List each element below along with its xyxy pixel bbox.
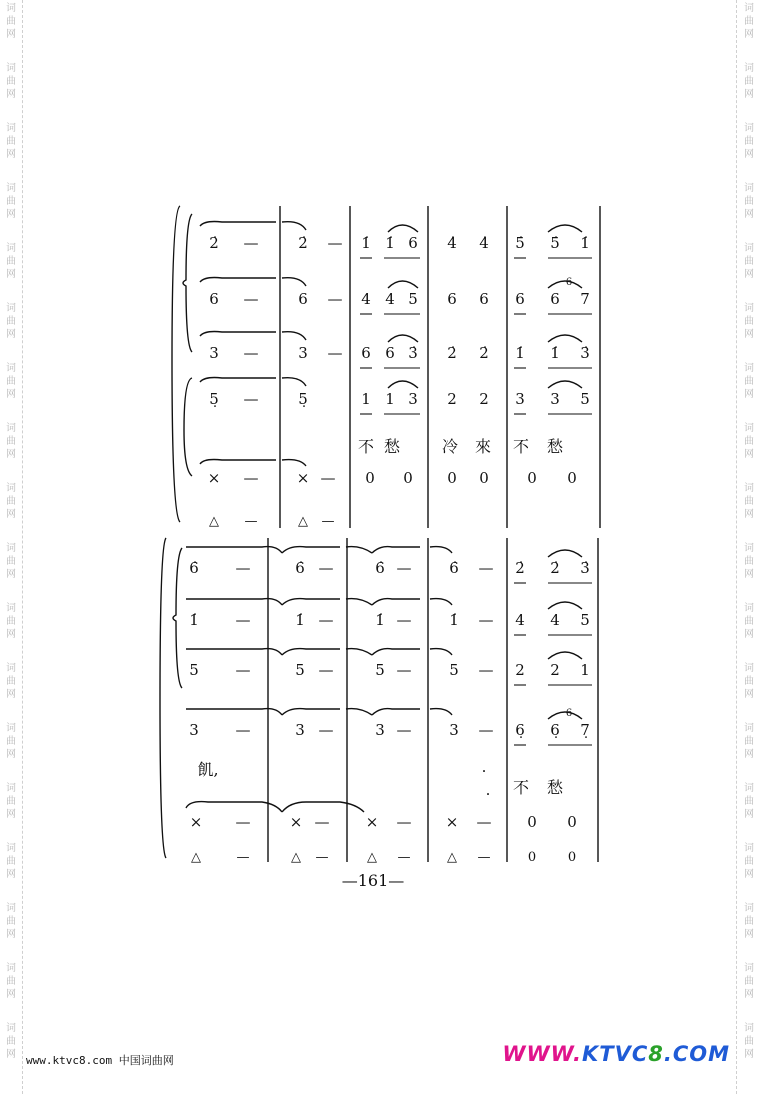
tie — [282, 332, 306, 340]
score-note: 3 — [189, 721, 199, 739]
score-lines — [160, 206, 600, 862]
percussion-note: 0 — [527, 469, 537, 487]
score-note: — — [318, 611, 334, 629]
triangle-note: △ — [447, 850, 457, 865]
score-note: — — [318, 661, 334, 679]
percussion-note: × — [189, 813, 203, 831]
score-note: — — [396, 721, 412, 739]
percussion-note: × — [207, 469, 221, 487]
score-note: 4 — [361, 290, 371, 308]
tie — [282, 222, 306, 230]
watermark-text: 词 曲 网 — [744, 963, 754, 1000]
score-note: 6̇ — [189, 559, 199, 577]
score-dot: . — [481, 758, 487, 776]
score-note: 3̇ — [580, 559, 590, 577]
watermark-text: 词 曲 网 — [744, 723, 754, 760]
score-note: 6 — [479, 290, 489, 308]
score-note: 5 — [189, 661, 199, 679]
score-note: 5 — [408, 290, 418, 308]
score-note: 2̇ — [515, 559, 525, 577]
tie — [346, 709, 372, 715]
score-note: 6 — [361, 344, 371, 362]
score-note: — — [327, 344, 343, 362]
watermark-text: 词 曲 网 — [6, 963, 16, 1000]
score-note: 6 — [298, 290, 308, 308]
tie — [282, 460, 306, 466]
triangle-note: 0 — [527, 850, 537, 865]
score-note: 6 — [515, 290, 525, 308]
score-note: 3̇ — [580, 344, 590, 362]
score-note: 3 — [295, 721, 305, 739]
score-note: 3 — [298, 344, 308, 362]
percussion-note: 0 — [403, 469, 413, 487]
slur — [548, 381, 582, 388]
slur — [548, 652, 582, 659]
watermark-text: 词 曲 网 — [6, 843, 16, 880]
score-note: 6 — [550, 290, 560, 308]
watermark-text: 词 曲 网 — [6, 663, 16, 700]
score-note: 4̇ — [447, 234, 457, 252]
tuplet-number: 6 — [565, 708, 573, 719]
score-note: 1̇ — [580, 234, 590, 252]
percussion-note: 0 — [527, 813, 537, 831]
tie — [282, 709, 340, 715]
score-note: — — [243, 390, 259, 408]
watermark-text: 词 曲 网 — [744, 303, 754, 340]
score-note: 6̇ — [375, 559, 385, 577]
score-note: 3 — [375, 721, 385, 739]
watermark-text: 词 曲 网 — [6, 423, 16, 460]
watermark-text: 词 曲 网 — [6, 243, 16, 280]
score-note: 2̇ — [550, 559, 560, 577]
score-note: 5 — [580, 390, 590, 408]
watermark-text: 词 曲 网 — [744, 783, 754, 820]
score-note: 2 — [479, 390, 489, 408]
triangle-note: △ — [191, 850, 201, 865]
score-note: 3 — [449, 721, 459, 739]
score-note: 6 — [209, 290, 219, 308]
slur — [548, 335, 582, 342]
score-note: — — [243, 344, 259, 362]
score-note: 1̇ — [295, 611, 305, 629]
triangle-note: △ — [298, 514, 308, 529]
score-note: 4̇ — [479, 234, 489, 252]
percussion-note: — — [320, 469, 336, 487]
watermark-text: 词 曲 网 — [6, 183, 16, 220]
score-note: 6 — [447, 290, 457, 308]
slur — [548, 225, 582, 232]
tie — [200, 222, 276, 227]
tie — [200, 332, 276, 337]
lyric-text: 不 — [512, 778, 530, 797]
score-note: — — [396, 661, 412, 679]
slur — [548, 602, 582, 609]
slur — [388, 335, 418, 342]
score-note: 6̣ — [550, 721, 560, 739]
score-note: 2̇ — [447, 344, 457, 362]
tie — [282, 378, 306, 386]
watermark-text: 词 曲 网 — [6, 123, 16, 160]
tie — [200, 460, 276, 465]
percussion-note: — — [314, 813, 330, 831]
score-note: 3̇ — [408, 344, 418, 362]
score-note: — — [243, 290, 259, 308]
watermark-text: 词 曲 网 — [744, 183, 754, 220]
score-note: 6̣ — [515, 721, 525, 739]
system-bracket — [172, 206, 180, 522]
lyric-text: 不 — [512, 437, 530, 456]
triangle-note: — — [477, 850, 491, 865]
watermark-text: 词 曲 网 — [744, 3, 754, 40]
score-note: 2 — [515, 661, 525, 679]
score-note: 3 — [515, 390, 525, 408]
tie — [200, 378, 276, 383]
tie — [372, 599, 420, 605]
percussion-note: × — [296, 469, 310, 487]
footer-site-url[interactable]: www.ktvc8.com 中国词曲网 — [26, 1054, 174, 1067]
score-note: 3 — [408, 390, 418, 408]
percussion-note: — — [243, 469, 259, 487]
triangle-note: — — [397, 850, 411, 865]
watermark-text: 词 曲 网 — [6, 303, 16, 340]
watermark-text: 词 曲 网 — [6, 63, 16, 100]
score-note: — — [396, 559, 412, 577]
watermark-text: 词 曲 网 — [744, 843, 754, 880]
lyric-text: 愁 — [383, 437, 401, 456]
watermark-text: 词 曲 网 — [744, 243, 754, 280]
score-note: — — [235, 661, 251, 679]
system-brace — [173, 548, 182, 688]
percussion-note: × — [365, 813, 379, 831]
tie — [430, 547, 452, 553]
footer-brand-logo[interactable] — [502, 1042, 730, 1066]
watermark-text: 词 曲 网 — [6, 903, 16, 940]
score-note: — — [235, 559, 251, 577]
lyric-text: 不 — [357, 437, 375, 456]
watermark-text: 词 曲 网 — [744, 123, 754, 160]
watermark-text: 词 曲 网 — [744, 543, 754, 580]
tie — [430, 709, 452, 715]
score-note: 5̇ — [550, 234, 560, 252]
score-note: 1̇ — [550, 344, 560, 362]
score-dot: . — [485, 781, 491, 799]
lyric-text: 來 — [474, 437, 492, 456]
score-note: 7̣ — [580, 721, 590, 739]
score-note: 2̇ — [298, 234, 308, 252]
triangle-note: △ — [367, 850, 377, 865]
watermark-text: 词 曲 网 — [6, 723, 16, 760]
triangle-note: — — [315, 850, 329, 865]
score-note: 1 — [361, 390, 371, 408]
score-note: 1̇ — [515, 344, 525, 362]
score-note: 2̇ — [209, 234, 219, 252]
tie — [282, 278, 306, 286]
tie — [346, 599, 372, 605]
watermark-text: 词 曲 网 — [744, 483, 754, 520]
slur — [388, 381, 418, 388]
score-note: 5 — [449, 661, 459, 679]
brand-part-8: 8 — [648, 1042, 664, 1066]
watermark-text: 词 曲 网 — [6, 603, 16, 640]
tie — [430, 599, 452, 605]
tie — [372, 649, 420, 655]
lyric-text: 冷 — [441, 437, 459, 456]
score-note: 1̇ — [189, 611, 199, 629]
score-note: 1 — [580, 661, 590, 679]
score-note: — — [327, 234, 343, 252]
system-brace — [183, 214, 192, 352]
score-note: 5̣ — [298, 390, 308, 408]
percussion-note: — — [476, 813, 492, 831]
watermark-text: 词 曲 网 — [744, 63, 754, 100]
score-note: 1̇ — [375, 611, 385, 629]
tie — [282, 547, 340, 553]
triangle-note: △ — [209, 514, 219, 529]
percussion-note: 0 — [447, 469, 457, 487]
triangle-note: — — [236, 850, 250, 865]
percussion-note: 0 — [567, 469, 577, 487]
percussion-note: × — [289, 813, 303, 831]
tie — [430, 649, 452, 655]
score-note: — — [235, 721, 251, 739]
score-note: 1̇ — [449, 611, 459, 629]
watermark-text: 词 曲 网 — [744, 603, 754, 640]
score-note: 5 — [295, 661, 305, 679]
lyric-text: 飢, — [197, 760, 219, 779]
brand-part-com: .COM — [663, 1042, 730, 1066]
watermark-text: 词 曲 网 — [6, 3, 16, 40]
score-note: 6̇ — [449, 559, 459, 577]
watermark-text: 词 曲 网 — [744, 903, 754, 940]
score-note: 5 — [375, 661, 385, 679]
score-note: 3 — [209, 344, 219, 362]
brand-part-ktvc: KTVC — [581, 1042, 649, 1066]
score-note: 6 — [385, 344, 395, 362]
score-note: — — [327, 290, 343, 308]
score-note: — — [396, 611, 412, 629]
watermark-text: 词 曲 网 — [744, 363, 754, 400]
score-note: 1̇ — [361, 234, 371, 252]
score-note: 3 — [550, 390, 560, 408]
score-note: 5̣ — [209, 390, 219, 408]
percussion-note: — — [396, 813, 412, 831]
score-note: 7 — [580, 290, 590, 308]
tie — [200, 278, 276, 283]
triangle-note: — — [321, 514, 335, 529]
score-note: — — [478, 721, 494, 739]
triangle-note: 0 — [567, 850, 577, 865]
percussion-note: 0 — [479, 469, 489, 487]
brand-part-www: WWW. — [502, 1042, 582, 1066]
tie — [346, 547, 372, 553]
tie — [282, 649, 340, 655]
slur — [548, 550, 582, 557]
percussion-note: × — [445, 813, 459, 831]
tie — [282, 599, 340, 605]
score-note: 6 — [408, 234, 418, 252]
watermark-text: 词 曲 网 — [6, 543, 16, 580]
score-note: 2 — [550, 661, 560, 679]
score-note: — — [235, 611, 251, 629]
watermark-text: 词 曲 网 — [744, 423, 754, 460]
watermark-text: 词 曲 网 — [6, 363, 16, 400]
watermark-text: 词 曲 网 — [744, 663, 754, 700]
watermark-text: 词 曲 网 — [6, 783, 16, 820]
slur — [388, 281, 418, 288]
triangle-note: △ — [291, 850, 301, 865]
score-note: — — [478, 559, 494, 577]
tie — [346, 649, 372, 655]
slur — [388, 225, 418, 232]
triangle-note: — — [244, 514, 258, 529]
score-note: — — [478, 611, 494, 629]
score-note: 4 — [515, 611, 525, 629]
tuplet-number: 6 — [565, 277, 573, 288]
score-note: 2 — [447, 390, 457, 408]
system-brace — [184, 378, 192, 476]
percussion-note: — — [235, 813, 251, 831]
score-note: 4 — [550, 611, 560, 629]
lyric-text: 愁 — [546, 437, 564, 456]
watermark-text: 词 曲 网 — [744, 1023, 754, 1060]
score-note: 2̇ — [479, 344, 489, 362]
score-note: 4 — [385, 290, 395, 308]
lyric-text: 愁 — [546, 778, 564, 797]
page-number: —161— — [341, 871, 405, 890]
score-note: 5̇ — [515, 234, 525, 252]
tie — [372, 709, 420, 715]
tie — [282, 802, 364, 812]
score-note: — — [243, 234, 259, 252]
tie — [372, 547, 420, 553]
score-note: 1̇ — [385, 234, 395, 252]
percussion-note: 0 — [567, 813, 577, 831]
score-note: — — [318, 721, 334, 739]
score-note: 1 — [385, 390, 395, 408]
percussion-note: 0 — [365, 469, 375, 487]
score-note: 6̇ — [295, 559, 305, 577]
score-note: — — [478, 661, 494, 679]
watermark-text: 词 曲 网 — [6, 483, 16, 520]
watermark-text: 词 曲 网 — [6, 1023, 16, 1060]
system-bracket — [160, 538, 166, 858]
score-note: 5 — [580, 611, 590, 629]
score-note: — — [318, 559, 334, 577]
